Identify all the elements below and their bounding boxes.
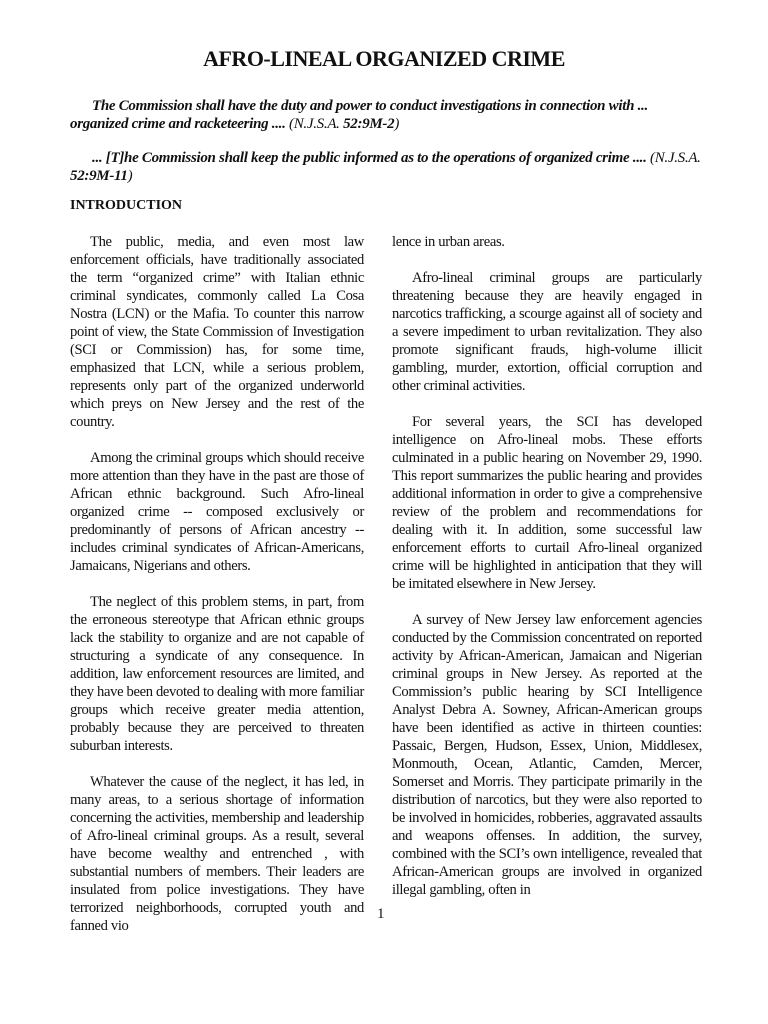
quote-text: ... [T]he Commission shall keep the public informed as to the operations of organized crime ....: [92, 150, 651, 166]
citation-prefix: (N.J.S.A.: [289, 116, 344, 132]
statute-quote-2: [70, 149, 702, 185]
citation-code: 52:9M-11: [70, 168, 128, 184]
paragraph: Among the criminal groups which should receive more attention than they have in the past are those of African ethnic background. Such Afro-lineal organized crime -- composed exclusively or predominantly of persons of African ancestry -- includes criminal syndicates of African-Americans, Jamaicans, Nigerians and others.: [70, 450, 364, 574]
statute-quote-1: [70, 97, 702, 133]
quote-text: The Commission shall have the duty and power to conduct investigations in connection with ... organized crime and racketeering ....: [70, 98, 648, 132]
paragraph-continuation: lence in urban areas.: [392, 234, 505, 250]
citation-suffix: ): [394, 116, 400, 132]
citation-suffix: ): [127, 168, 133, 184]
right-column: [392, 233, 702, 917]
citation-prefix: (N.J.S.A.: [650, 150, 701, 166]
paragraph: The neglect of this problem stems, in part, from the erroneous stereotype that African ethnic groups lack the stability to organize and are not capable of structuring a syndicate of any consequence. In addition, law enforcement resources are limited, and they have been devoted to dealing with more familiar groups which receive greater media attention, probably because they are perceived to threaten suburban interests.: [70, 594, 364, 754]
paragraph: Afro-lineal criminal groups are particularly threatening because they are heavily engaged in narcotics trafficking, a scourge against all of society and a severe impediment to urban revitalization. They also promote significant frauds, high-volume illicit gambling, murder, extortion, official corruption and other criminal activities.: [392, 270, 702, 394]
section-heading: INTRODUCTION: [70, 198, 183, 213]
quote-citation: [289, 116, 399, 132]
paragraph: For several years, the SCI has developed intelligence on Afro-lineal mobs. These efforts culminated in a public hearing on November 29, 1990. This report summarizes the public hearing and provides additional information in order to give a comprehensive review of the problem and recommendations for dealing with it. In addition, some successful law enforcement efforts to curtail Afro-lineal organized crime will be highlighted in anticipation that they will be imitated elsewhere in New Jersey.: [392, 414, 702, 592]
citation-code: 52:9M-2: [343, 116, 395, 132]
paragraph: Whatever the cause of the neglect, it has led, in many areas, to a serious shortage of information concerning the activities, membership and leadership of Afro-lineal criminal groups. As a result, several have become wealthy and entrenched , with substantial numbers of members. Their leaders are insulated from police investigations. They have terrorized neighborhoods, corrupted youth and fanned vio: [70, 774, 364, 934]
paragraph: A survey of New Jersey law enforcement agencies conducted by the Commission concentrated on reported activity by African-American, Jamaican and Nigerian criminal groups in New Jersey. As reported at the Commission’s public hearing by SCI Intelligence Analyst Debra A. Sowney, African-American groups have been identified as active in thirteen counties: Passaic, Bergen, Hudson, Essex, Union, Middlesex, Monmouth, Ocean, Atlantic, Camden, Mercer, Somerset and Morris. They participate primarily in the distribution of narcotics, but they were also reported to be involved in homicides, robberies, aggravated assaults and weapons offenses. In addition, the survey, combined with the SCI’s own intelligence, revealed that African-American groups are involved in organized illegal gambling, often in: [392, 612, 702, 898]
paragraph: The public, media, and even most law enforcement officials, have traditionally associated the term “organized crime” with Italian ethnic criminal syndicates, commonly called La Cosa Nostra (LCN) or the Mafia. To counter this narrow point of view, the State Commission of Investigation (SCI or Commission) has, for some time, emphasized that LCN, while a serious problem, represents only part of the organized underworld which preys on New Jersey and the rest of the country.: [70, 234, 364, 430]
left-column: [70, 233, 364, 953]
document-title: AFRO-LINEAL ORGANIZED CRIME: [203, 46, 565, 71]
page-number: 1: [377, 906, 385, 922]
